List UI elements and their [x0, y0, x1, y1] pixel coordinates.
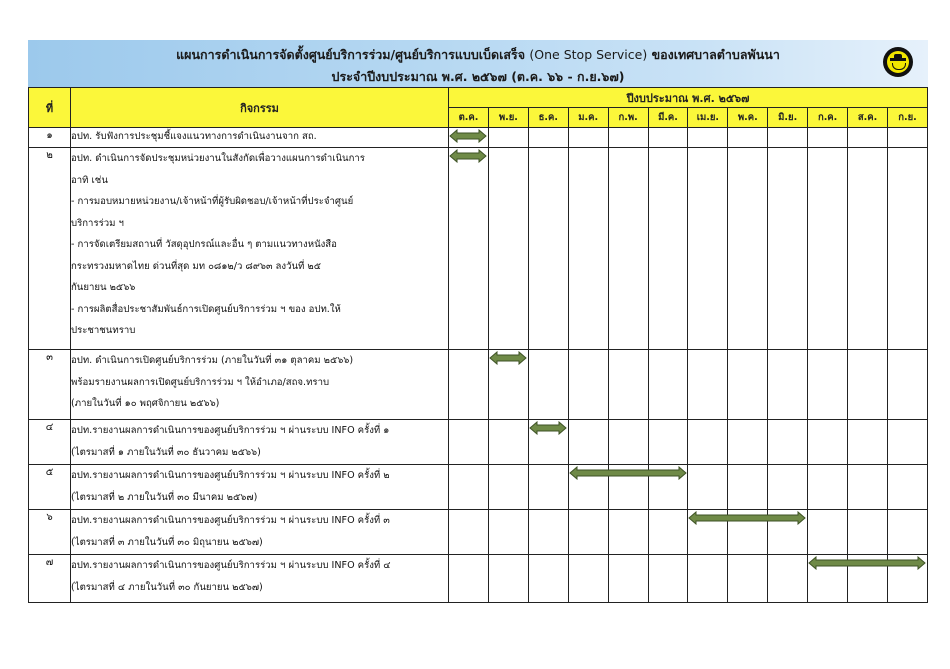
month-cell — [528, 128, 568, 148]
activity-cell — [71, 128, 449, 148]
activity-cell — [71, 465, 449, 510]
month-cell — [449, 555, 489, 603]
activity-cell — [71, 555, 449, 603]
month-cell — [848, 148, 888, 350]
seal-hat — [890, 58, 906, 61]
table-row — [29, 510, 928, 555]
month-cell — [528, 420, 568, 465]
title-org: ของเทศบาลตำบลพันนา — [651, 47, 780, 62]
activity-text-line: - การผลิตสื่อประชาสัมพันธ์การเปิดศูนย์บริการร่วม ฯ ของ อปท.ให้ — [71, 303, 341, 315]
month-cell — [488, 420, 528, 465]
column-header-month: มี.ค. — [648, 108, 688, 128]
column-header-month: ม.ค. — [568, 108, 608, 128]
month-cell — [887, 128, 927, 148]
table-row — [29, 148, 928, 350]
month-cell — [608, 148, 648, 350]
month-cell — [887, 510, 927, 555]
column-header-fiscal-year: ปีงบประมาณ พ.ศ. ๒๕๖๗ — [449, 88, 928, 108]
activity-text-line: อาทิ เช่น — [71, 174, 108, 186]
month-cell — [568, 350, 608, 420]
month-cell — [808, 420, 848, 465]
month-cell — [688, 510, 728, 555]
activity-text-line: อปท. ดำเนินการเปิดศูนย์บริการร่วม (ภายในวันที่ ๓๑ ตุลาคม ๒๕๖๖) — [71, 355, 354, 366]
activity-text-line: อปท. ดำเนินการจัดประชุมหน่วยงานในสังกัดเพื่อวางแผนการดำเนินการ — [71, 153, 365, 164]
month-cell — [768, 555, 808, 603]
month-cell — [688, 465, 728, 510]
column-header-month: ธ.ค. — [528, 108, 568, 128]
activity-text-line: ประชาชนทราบ — [71, 325, 136, 336]
month-cell — [688, 555, 728, 603]
month-cell — [608, 420, 648, 465]
activity-text-line: - การมอบหมายหน่วยงาน/เจ้าหน้าที่ผู้รับผิดชอบ/เจ้าหน้าที่ประจำศูนย์ — [71, 196, 354, 207]
month-cell — [528, 465, 568, 510]
table-row — [29, 128, 928, 148]
month-cell — [808, 350, 848, 420]
month-cell — [449, 350, 489, 420]
month-cell — [488, 350, 528, 420]
column-header-month: เม.ย. — [688, 108, 728, 128]
activity-text-line: (ไตรมาสที่ ๒ ภายในวันที่ ๓๐ มีนาคม ๒๕๖๗) — [71, 491, 258, 503]
month-cell — [768, 128, 808, 148]
month-cell — [608, 555, 648, 603]
month-cell — [568, 510, 608, 555]
page-subtitle: ประจำปีงบประมาณ พ.ศ. ๒๕๖๗ (ต.ค. ๖๖ - ก.ย.๖๗) — [331, 69, 625, 84]
month-cell — [608, 510, 648, 555]
column-header-month: มิ.ย. — [768, 108, 808, 128]
month-cell — [728, 148, 768, 350]
row-number: ๔ — [29, 420, 71, 465]
timeline-arrow — [489, 351, 527, 365]
column-header-month: ก.ค. — [808, 108, 848, 128]
month-cell — [808, 510, 848, 555]
month-cell — [728, 420, 768, 465]
month-cell — [887, 420, 927, 465]
row-number: ๑ — [29, 128, 71, 148]
month-cell — [848, 420, 888, 465]
title-banner — [28, 40, 928, 87]
gantt-plan-table — [28, 87, 928, 603]
table-row — [29, 420, 928, 465]
row-number: ๖ — [29, 510, 71, 555]
activity-cell — [71, 350, 449, 420]
activity-cell — [71, 148, 449, 350]
row-number: ๕ — [29, 465, 71, 510]
page-title — [28, 45, 928, 65]
month-cell — [808, 128, 848, 148]
column-header-month: พ.ย. — [488, 108, 528, 128]
month-cell — [688, 350, 728, 420]
month-cell — [608, 465, 648, 510]
title-english: (One Stop Service) — [529, 47, 648, 62]
month-cell — [848, 555, 888, 603]
month-cell — [488, 555, 528, 603]
month-cell — [808, 555, 848, 603]
activity-text-line: - การจัดเตรียมสถานที่ วัสดุอุปกรณ์และอื่น ๆ ตามแนวทางหนังสือ — [71, 239, 337, 250]
month-cell — [488, 510, 528, 555]
month-cell — [768, 465, 808, 510]
month-cell — [887, 465, 927, 510]
month-cell — [648, 420, 688, 465]
table-row — [29, 465, 928, 510]
month-cell — [648, 555, 688, 603]
month-cell — [608, 350, 648, 420]
plan-body — [29, 128, 928, 603]
month-cell — [568, 465, 608, 510]
activity-text-line: อปท.รายงานผลการดำเนินการของศูนย์บริการร่วม ฯ ผ่านระบบ INFO ครั้งที่ ๑ — [71, 425, 390, 436]
month-cell — [648, 510, 688, 555]
month-cell — [449, 128, 489, 148]
month-cell — [648, 350, 688, 420]
month-cell — [648, 148, 688, 350]
month-cell — [449, 148, 489, 350]
table-row — [29, 350, 928, 420]
column-header-month: ก.ย. — [887, 108, 927, 128]
activity-text-line: อปท.รายงานผลการดำเนินการของศูนย์บริการร่วม ฯ ผ่านระบบ INFO ครั้งที่ ๔ — [71, 560, 391, 571]
timeline-arrow — [449, 129, 487, 143]
month-cell — [488, 465, 528, 510]
month-cell — [528, 148, 568, 350]
month-cell — [768, 148, 808, 350]
timeline-arrow — [529, 421, 567, 435]
month-cell — [688, 420, 728, 465]
month-cell — [608, 128, 648, 148]
column-header-month: พ.ค. — [728, 108, 768, 128]
activity-text-line: (ไตรมาสที่ ๓ ภายในวันที่ ๓๐ มิถุนายน ๒๕๖๗) — [71, 536, 263, 548]
month-cell — [648, 128, 688, 148]
activity-text-line: บริการร่วม ฯ — [71, 217, 124, 229]
column-header-no: ที่ — [29, 88, 71, 128]
column-header-month: ส.ค. — [848, 108, 888, 128]
activity-text-line: พร้อมรายงานผลการเปิดศูนย์บริการร่วม ฯ ให้อำเภอ/สถจ.ทราบ — [71, 376, 330, 388]
month-cell — [728, 555, 768, 603]
month-cell — [848, 510, 888, 555]
activity-text-line: กันยายน ๒๕๖๖ — [71, 282, 136, 293]
timeline-arrow — [449, 149, 487, 163]
month-cell — [848, 128, 888, 148]
month-cell — [768, 350, 808, 420]
activity-cell — [71, 420, 449, 465]
month-cell — [568, 148, 608, 350]
month-cell — [528, 350, 568, 420]
seal-inner — [887, 51, 909, 73]
column-header-month: ต.ค. — [449, 108, 489, 128]
activity-text-line: กระทรวงมหาดไทย ด่วนที่สุด มท ๐๘๑๒/ว ๘๙๖๓ ลงวันที่ ๒๕ — [71, 260, 322, 272]
activity-cell — [71, 510, 449, 555]
month-cell — [728, 465, 768, 510]
activity-text-line: (ภายในวันที่ ๑๐ พฤศจิกายน ๒๕๖๖) — [71, 398, 220, 409]
month-cell — [887, 148, 927, 350]
month-cell — [887, 555, 927, 603]
month-cell — [449, 465, 489, 510]
row-number: ๗ — [29, 555, 71, 603]
title-thai: แผนการดำเนินการจัดตั้งศูนย์บริการร่วม/ศูนย์บริการแบบเบ็ดเสร็จ — [176, 47, 526, 62]
month-cell — [568, 420, 608, 465]
activity-text-line: อปท. รับฟังการประชุมชี้แจงแนวทางการดำเนินงานจาก สถ. — [71, 131, 317, 142]
month-cell — [728, 510, 768, 555]
month-cell — [887, 350, 927, 420]
month-cell — [768, 510, 808, 555]
column-header-activity: กิจกรรม — [71, 88, 449, 128]
month-cell — [848, 350, 888, 420]
month-cell — [768, 420, 808, 465]
month-cell — [568, 128, 608, 148]
month-cell — [808, 148, 848, 350]
row-number: ๓ — [29, 350, 71, 420]
seal-smile — [892, 63, 906, 70]
month-cell — [688, 148, 728, 350]
column-header-month: ก.พ. — [608, 108, 648, 128]
activity-text-line: อปท.รายงานผลการดำเนินการของศูนย์บริการร่วม ฯ ผ่านระบบ INFO ครั้งที่ ๒ — [71, 470, 390, 481]
month-cell — [449, 510, 489, 555]
month-cell — [728, 350, 768, 420]
month-cell — [449, 420, 489, 465]
month-cell — [488, 128, 528, 148]
month-cell — [648, 465, 688, 510]
month-cell — [688, 128, 728, 148]
municipality-seal-logo — [883, 47, 913, 77]
month-cell — [528, 555, 568, 603]
month-cell — [568, 555, 608, 603]
activity-text-line: (ไตรมาสที่ ๑ ภายในวันที่ ๓๐ ธันวาคม ๒๕๖๖) — [71, 446, 261, 458]
activity-text-line: อปท.รายงานผลการดำเนินการของศูนย์บริการร่วม ฯ ผ่านระบบ INFO ครั้งที่ ๓ — [71, 515, 390, 526]
table-row — [29, 555, 928, 603]
month-cell — [848, 465, 888, 510]
month-cell — [528, 510, 568, 555]
month-cell — [488, 148, 528, 350]
activity-text-line: (ไตรมาสที่ ๔ ภายในวันที่ ๓๐ กันยายน ๒๕๖๗) — [71, 581, 263, 593]
row-number: ๒ — [29, 148, 71, 350]
month-cell — [808, 465, 848, 510]
month-cell — [728, 128, 768, 148]
